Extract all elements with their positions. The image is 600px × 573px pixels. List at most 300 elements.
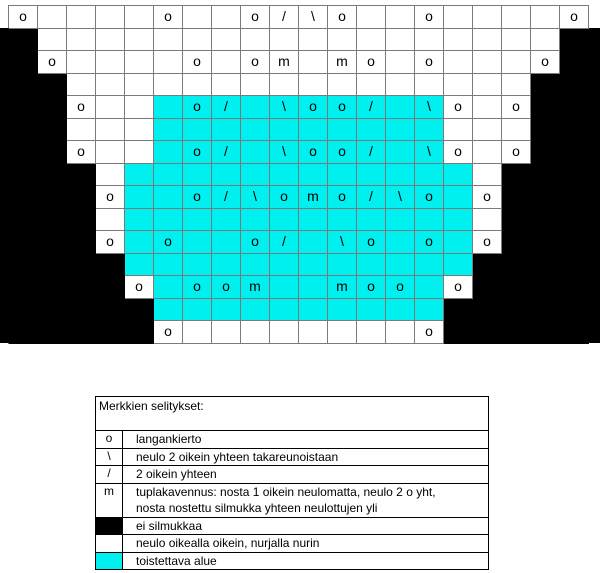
chart-cell: [38, 254, 67, 277]
chart-cell: [473, 96, 502, 119]
chart-cell: [444, 164, 473, 187]
legend-row: [96, 552, 488, 570]
chart-cell: /: [212, 186, 241, 209]
chart-cell: [560, 29, 589, 52]
chart-cell: o: [38, 51, 67, 74]
chart-cell: [386, 119, 415, 142]
chart-cell: [270, 299, 299, 322]
chart-cell: [502, 209, 531, 232]
chart-cell: [9, 209, 38, 232]
chart-cell: [241, 209, 270, 232]
chart-cell: [270, 74, 299, 97]
chart-cell: [96, 164, 125, 187]
chart-cell: o: [67, 141, 96, 164]
chart-cell: [125, 231, 154, 254]
chart-cell: [9, 276, 38, 299]
chart-cell: [357, 6, 386, 29]
chart-cell: [473, 141, 502, 164]
chart-cell: o: [96, 186, 125, 209]
chart-cell: [96, 254, 125, 277]
chart-cell: [531, 231, 560, 254]
chart-cell: [9, 74, 38, 97]
chart-cell: [9, 321, 38, 344]
chart-cell: [125, 96, 154, 119]
chart-cell: [154, 209, 183, 232]
chart-cell: o: [299, 96, 328, 119]
chart-cell: [299, 164, 328, 187]
chart-cell: [444, 186, 473, 209]
chart-cell: [444, 321, 473, 344]
chart-cell: [357, 299, 386, 322]
chart-cell: o: [270, 186, 299, 209]
chart-cell: [38, 141, 67, 164]
legend-symbol: /: [96, 466, 123, 483]
legend-text-line: neulo oikealla oikein, nurjalla nurin: [136, 536, 320, 550]
legend-text-line: toistettava alue: [136, 553, 217, 568]
chart-cell: [415, 164, 444, 187]
chart-cell: [357, 29, 386, 52]
chart-cell: [415, 74, 444, 97]
legend-swatch-black: [96, 518, 123, 535]
chart-cell: [299, 74, 328, 97]
chart-cell: [270, 321, 299, 344]
chart-cell: o: [473, 231, 502, 254]
chart-cell: o: [241, 6, 270, 29]
chart-cell: [560, 51, 589, 74]
chart-cell: [531, 6, 560, 29]
chart-cell: [241, 141, 270, 164]
chart-cell: [386, 321, 415, 344]
chart-cell: [560, 119, 589, 142]
chart-cell: [473, 119, 502, 142]
chart-cell: [154, 74, 183, 97]
chart-cell: o: [357, 51, 386, 74]
chart-cell: o: [415, 6, 444, 29]
chart-cell: o: [444, 96, 473, 119]
chart-cell: /: [357, 186, 386, 209]
chart-cell: [212, 74, 241, 97]
chart-cell: [328, 299, 357, 322]
chart-cell: [473, 29, 502, 52]
chart-cell: [9, 299, 38, 322]
chart-cell: [502, 164, 531, 187]
chart-cell: o: [183, 51, 212, 74]
chart-cell: [328, 254, 357, 277]
chart-cell: [357, 321, 386, 344]
legend-row: [96, 465, 488, 483]
legend-text-line: ei silmukkaa: [136, 518, 203, 533]
chart-cell: o: [415, 321, 444, 344]
chart-cell: [560, 141, 589, 164]
chart-cell: [386, 209, 415, 232]
chart-cell: [183, 209, 212, 232]
chart-cell: [415, 29, 444, 52]
chart-cell: [125, 74, 154, 97]
chart-cell: [502, 6, 531, 29]
chart-cell: [386, 74, 415, 97]
chart-cell: [38, 231, 67, 254]
chart-cell: [444, 51, 473, 74]
chart-cell: o: [444, 141, 473, 164]
chart-cell: [154, 51, 183, 74]
chart-cell: [560, 74, 589, 97]
chart-cell: [96, 74, 125, 97]
chart-cell: [386, 231, 415, 254]
chart-cell: [212, 119, 241, 142]
legend-symbol: m: [96, 484, 123, 517]
chart-cell: [154, 276, 183, 299]
chart-cell: [96, 96, 125, 119]
chart-cell: [473, 321, 502, 344]
chart-cell: [299, 119, 328, 142]
chart-cell: [444, 254, 473, 277]
chart-cell: [502, 51, 531, 74]
black-margin-left: [0, 28, 9, 343]
chart-cell: [386, 96, 415, 119]
chart-cell: /: [212, 141, 241, 164]
chart-cell: [328, 164, 357, 187]
chart-cell: o: [444, 276, 473, 299]
chart-cell: [183, 29, 212, 52]
chart-cell: [67, 6, 96, 29]
chart-cell: [270, 209, 299, 232]
chart-cell: [531, 29, 560, 52]
chart-cell: [9, 119, 38, 142]
chart-cell: [154, 299, 183, 322]
chart-cell: [473, 276, 502, 299]
chart-cell: [502, 254, 531, 277]
chart-cell: [9, 29, 38, 52]
chart-cell: [96, 141, 125, 164]
chart-cell: [125, 254, 154, 277]
chart-cell: [96, 119, 125, 142]
legend-text-line: tuplakavennus: nosta 1 oikein neulomatta, neulo 2 o yht,: [136, 484, 436, 499]
chart-cell: [125, 51, 154, 74]
chart-cell: o: [9, 6, 38, 29]
chart-cell: [154, 164, 183, 187]
chart-cell: /: [357, 141, 386, 164]
chart-cell: [299, 299, 328, 322]
chart-cell: [38, 186, 67, 209]
chart-cell: [241, 96, 270, 119]
chart-cell: [560, 231, 589, 254]
chart-cell: [473, 51, 502, 74]
chart-cell: [502, 74, 531, 97]
chart-cell: [38, 209, 67, 232]
chart-cell: [502, 321, 531, 344]
chart-cell: \: [299, 6, 328, 29]
chart-cell: [96, 6, 125, 29]
legend-row: [96, 483, 488, 517]
legend-text-line: nosta nostettu silmukka yhteen neulottujen yli: [136, 501, 378, 515]
chart-cell: [96, 209, 125, 232]
chart-cell: [38, 96, 67, 119]
chart-cell: [299, 254, 328, 277]
chart-cell: o: [560, 6, 589, 29]
chart-cell: [502, 29, 531, 52]
chart-cell: m: [270, 51, 299, 74]
chart-cell: [96, 29, 125, 52]
chart-cell: [502, 231, 531, 254]
chart-cell: [67, 321, 96, 344]
chart-cell: [183, 74, 212, 97]
chart-cell: [183, 299, 212, 322]
chart-cell: [270, 164, 299, 187]
chart-cell: [125, 29, 154, 52]
chart-cell: [241, 254, 270, 277]
chart-cell: [444, 6, 473, 29]
chart-cell: [531, 96, 560, 119]
legend-symbol: o: [96, 431, 123, 448]
chart-cell: \: [241, 186, 270, 209]
chart-cell: o: [183, 186, 212, 209]
chart-cell: [357, 119, 386, 142]
chart-cell: [9, 164, 38, 187]
legend-row: [96, 517, 488, 535]
chart-cell: [183, 119, 212, 142]
chart-cell: o: [531, 51, 560, 74]
chart-cell: [241, 29, 270, 52]
chart-cell: [212, 321, 241, 344]
chart-cell: [415, 119, 444, 142]
chart-cell: [212, 6, 241, 29]
chart-cell: [473, 209, 502, 232]
chart-cell: [473, 299, 502, 322]
chart-cell: o: [357, 231, 386, 254]
chart-cell: [531, 141, 560, 164]
chart-cell: [125, 141, 154, 164]
chart-cell: [444, 29, 473, 52]
chart-cell: /: [212, 96, 241, 119]
chart-cell: [154, 141, 183, 164]
chart-cell: [357, 74, 386, 97]
chart-cell: [241, 299, 270, 322]
chart-cell: [67, 74, 96, 97]
chart-cell: [386, 29, 415, 52]
chart-cell: [67, 231, 96, 254]
chart-cell: o: [328, 96, 357, 119]
chart-cell: [96, 321, 125, 344]
chart-cell: [212, 209, 241, 232]
chart-cell: [212, 164, 241, 187]
legend-text-line: neulo 2 oikein yhteen takareunoistaan: [136, 449, 339, 464]
chart-cell: [415, 209, 444, 232]
legend-swatch-cyan: [96, 553, 123, 570]
chart-cell: [125, 299, 154, 322]
legend-text: [123, 484, 488, 517]
chart-cell: [531, 254, 560, 277]
chart-cell: [560, 276, 589, 299]
chart-cell: [241, 164, 270, 187]
chart-cell: [67, 119, 96, 142]
chart-cell: [125, 164, 154, 187]
chart-cell: [328, 321, 357, 344]
legend-title: Merkkien selitykset:: [99, 399, 204, 413]
chart-cell: [270, 276, 299, 299]
chart-cell: \: [270, 141, 299, 164]
chart-cell: o: [154, 321, 183, 344]
chart-cell: [270, 254, 299, 277]
chart-cell: [154, 119, 183, 142]
chart-cell: [67, 209, 96, 232]
legend-text-line: langankierto: [136, 432, 202, 446]
chart-cell: [270, 119, 299, 142]
chart-cell: [415, 276, 444, 299]
chart-cell: [531, 209, 560, 232]
chart-cell: [212, 231, 241, 254]
chart-cell: [299, 276, 328, 299]
chart-cell: \: [386, 186, 415, 209]
chart-cell: [96, 51, 125, 74]
chart-cell: [531, 321, 560, 344]
chart-cell: [183, 321, 212, 344]
chart-cell: m: [299, 186, 328, 209]
chart-cell: [38, 74, 67, 97]
chart-cell: [444, 231, 473, 254]
chart-cell: [96, 276, 125, 299]
chart-cell: o: [386, 276, 415, 299]
chart-cell: [125, 119, 154, 142]
legend-text: [123, 449, 488, 466]
chart-cell: [328, 209, 357, 232]
chart-cell: \: [415, 96, 444, 119]
chart-cell: [502, 276, 531, 299]
chart-cell: o: [183, 276, 212, 299]
chart-cell: o: [67, 96, 96, 119]
chart-cell: [473, 254, 502, 277]
chart-cell: o: [415, 231, 444, 254]
chart-cell: [299, 51, 328, 74]
chart-cell: [299, 29, 328, 52]
legend-symbol: \: [96, 449, 123, 466]
chart-cell: o: [299, 141, 328, 164]
chart-cell: [531, 186, 560, 209]
chart-cell: [67, 299, 96, 322]
chart-cell: [386, 51, 415, 74]
chart-cell: o: [502, 141, 531, 164]
chart-cell: [154, 96, 183, 119]
chart-cell: [154, 186, 183, 209]
chart-cell: [9, 96, 38, 119]
chart-cell: o: [502, 96, 531, 119]
chart-cell: [241, 321, 270, 344]
chart-cell: [473, 74, 502, 97]
chart-cell: [531, 119, 560, 142]
chart-cell: [212, 254, 241, 277]
chart-cell: [212, 51, 241, 74]
chart-cell: o: [328, 6, 357, 29]
chart-cell: [67, 29, 96, 52]
chart-cell: [444, 74, 473, 97]
chart-cell: [38, 276, 67, 299]
chart-cell: [502, 299, 531, 322]
chart-cell: o: [212, 276, 241, 299]
chart-cell: [183, 164, 212, 187]
chart-cell: [9, 254, 38, 277]
chart-cell: o: [328, 141, 357, 164]
chart-cell: \: [415, 141, 444, 164]
legend-row: [96, 430, 488, 448]
chart-cell: [502, 119, 531, 142]
chart-cell: [67, 51, 96, 74]
chart-cell: /: [270, 231, 299, 254]
chart-cell: [67, 186, 96, 209]
legend-text: [123, 553, 488, 570]
legend-text: [123, 535, 488, 552]
chart-cell: [386, 141, 415, 164]
chart-cell: [444, 299, 473, 322]
chart-cell: [212, 29, 241, 52]
chart-cell: /: [357, 96, 386, 119]
chart-cell: o: [154, 231, 183, 254]
chart-cell: o: [357, 276, 386, 299]
chart-cell: [67, 276, 96, 299]
chart-cell: [357, 254, 386, 277]
chart-cell: [183, 231, 212, 254]
chart-cell: o: [183, 141, 212, 164]
chart-cell: [38, 164, 67, 187]
chart-cell: [386, 6, 415, 29]
chart-cell: [299, 231, 328, 254]
chart-cell: [9, 231, 38, 254]
chart-cell: o: [473, 186, 502, 209]
chart-cell: [9, 186, 38, 209]
legend-row: [96, 448, 488, 466]
chart-cell: [67, 254, 96, 277]
chart-cell: o: [415, 186, 444, 209]
chart-cell: [125, 186, 154, 209]
chart-cell: [125, 6, 154, 29]
chart-cell: [386, 299, 415, 322]
legend-text: [123, 518, 488, 535]
chart-cell: [125, 209, 154, 232]
chart-cell: [560, 299, 589, 322]
chart-cell: [241, 119, 270, 142]
chart-cell: m: [328, 276, 357, 299]
chart-cell: [560, 254, 589, 277]
chart-cell: [328, 119, 357, 142]
chart-cell: \: [328, 231, 357, 254]
legend-text-line: 2 oikein yhteen: [136, 467, 217, 481]
chart-cell: [183, 6, 212, 29]
legend-text: [123, 431, 488, 448]
chart-cell: [502, 186, 531, 209]
chart-cell: [415, 254, 444, 277]
chart-cell: [38, 6, 67, 29]
chart-cell: [560, 209, 589, 232]
chart-cell: o: [125, 276, 154, 299]
chart-cell: [212, 299, 241, 322]
chart-cell: [328, 74, 357, 97]
chart-cell: [386, 254, 415, 277]
chart-cell: m: [328, 51, 357, 74]
chart-cell: [531, 164, 560, 187]
legend-swatch-white: [96, 535, 123, 552]
chart-cell: [444, 119, 473, 142]
chart-cell: [415, 299, 444, 322]
chart-cell: [241, 74, 270, 97]
chart-cell: [560, 186, 589, 209]
chart-cell: [125, 321, 154, 344]
chart-cell: [531, 74, 560, 97]
chart-cell: o: [415, 51, 444, 74]
knitting-chart-grid: [8, 5, 589, 344]
chart-cell: o: [241, 231, 270, 254]
chart-cell: [154, 29, 183, 52]
chart-cell: [67, 164, 96, 187]
chart-cell: [473, 6, 502, 29]
chart-cell: [386, 164, 415, 187]
